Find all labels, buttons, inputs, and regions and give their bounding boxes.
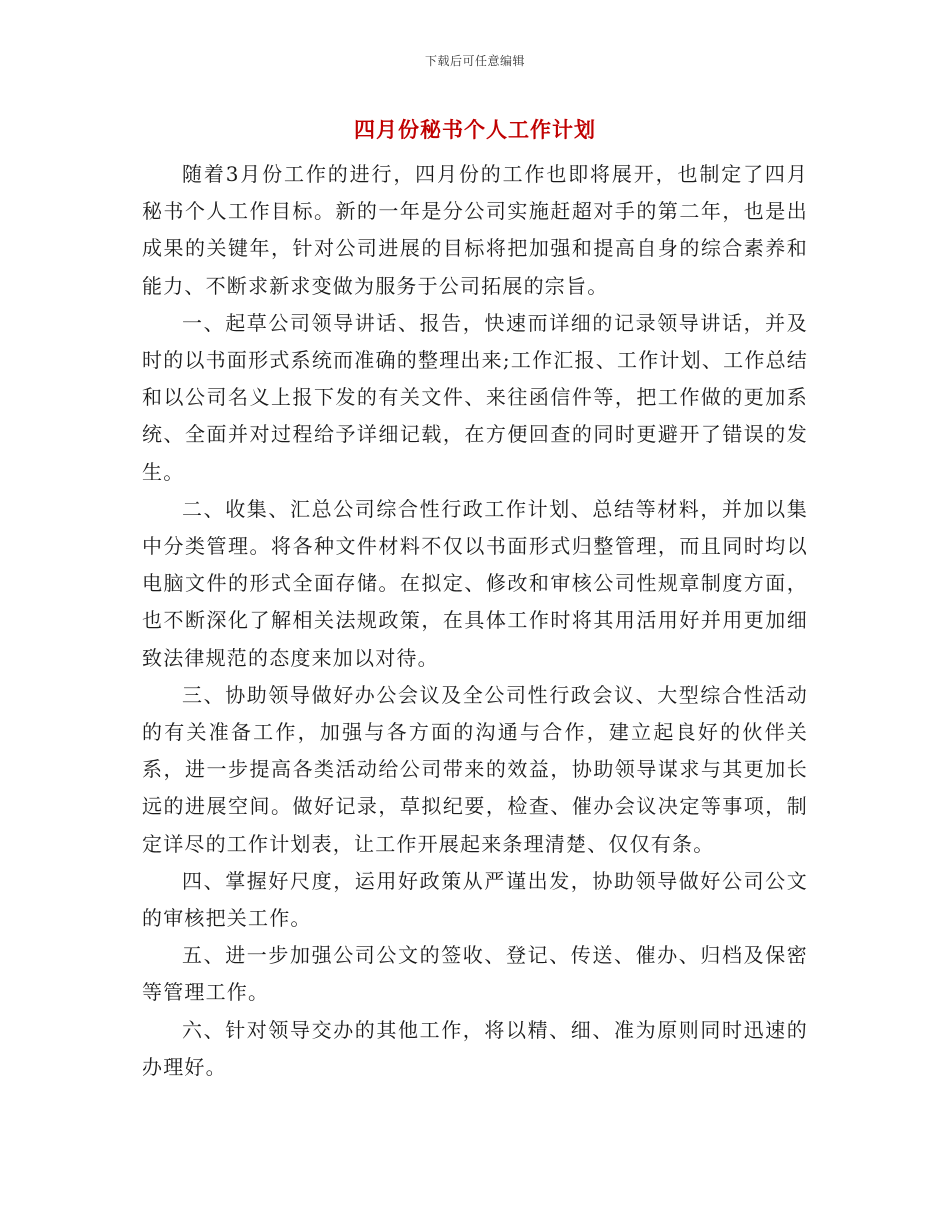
paragraph-item-4: 四、掌握好尺度，运用好政策从严谨出发，协助领导做好公司公文的审核把关工作。 (142, 868, 808, 931)
paragraph-intro: 随着3月份工作的进行，四月份的工作也即将展开，也制定了四月秘书个人工作目标。新的一年是分公司实施赶超对手的第二年，也是出成果的关键年，针对公司进展的目标将把加强和提高自身的综合素养和能力、不断求新求变做为服务于公司拓展的宗旨。 (142, 162, 808, 298)
header-note: 下载后可任意编辑 (424, 54, 525, 68)
document-title: 四月份秘书个人工作计划 (354, 117, 596, 142)
document-body (142, 156, 808, 1086)
paragraph-item-5: 五、进一步加强公司公文的签收、登记、传送、催办、归档及保密等管理工作。 (142, 943, 808, 1005)
paragraph-item-2: 二、收集、汇总公司综合性行政工作计划、总结等材料，并加以集中分类管理。将各种文件材料不仅以书面形式归整管理，而且同时均以电脑文件的形式全面存储。在拟定、修改和审核公司性规章制度方面，也不断深化了解相关法规政策，在具体工作时将其用活用好并用更加细致法律规范的态度来加以对待。 (142, 496, 808, 670)
paragraph-item-1: 一、起草公司领导讲话、报告，快速而详细的记录领导讲话，并及时的以书面形式系统而准确的整理出来;工作汇报、工作计划、工作总结和以公司名义上报下发的有关文件、来往函信件等，把工作做的更加系统、全面并对过程给予详细记载，在方便回查的同时更避开了错误的发生。 (142, 310, 808, 484)
paragraph-item-6: 六、针对领导交办的其他工作，将以精、细、准为原则同时迅速的办理好。 (142, 1017, 808, 1079)
paragraph-item-3: 三、协助领导做好办公会议及全公司性行政会议、大型综合性活动的有关准备工作，加强与各方面的沟通与合作，建立起良好的伙伴关系，进一步提高各类活动给公司带来的效益，协助领导谋求与其更加长远的进展空间。做好记录，草拟纪要，检查、催办会议决定等事项，制定详尽的工作计划表，让工作开展起来条理清楚、仅仅有条。 (142, 682, 808, 856)
